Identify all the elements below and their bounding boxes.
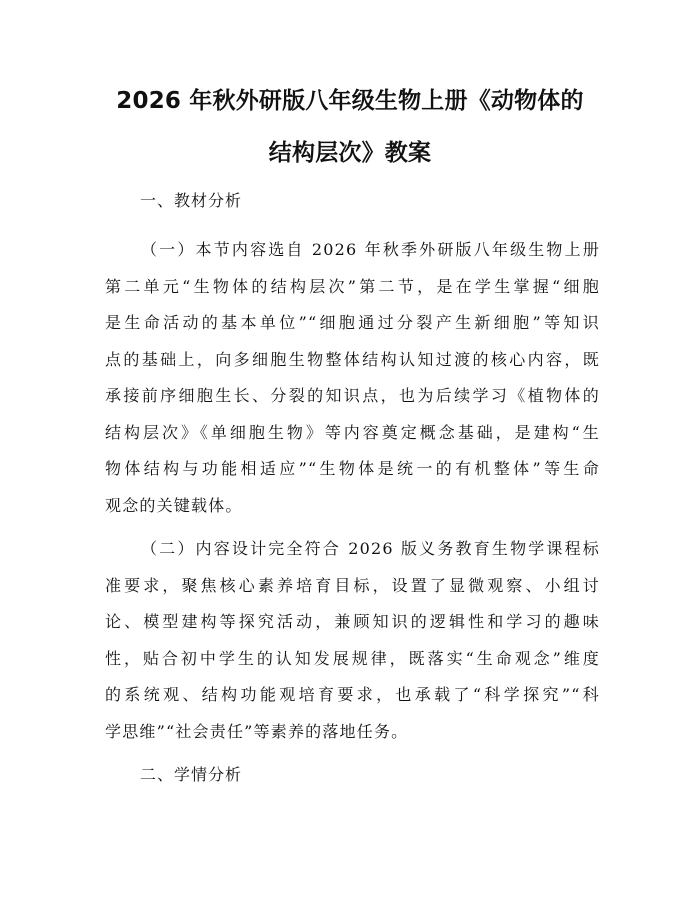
paragraph-1-line: 承接前序细胞生长、分裂的知识点，也为后续学习《植物体的 bbox=[105, 386, 600, 405]
paragraph-1-line: 观念的关键载体。 bbox=[105, 495, 243, 515]
section-heading-textbook-analysis: 一、教材分析 bbox=[140, 191, 243, 210]
paragraph-1 bbox=[105, 232, 600, 524]
paragraph-2-line: 论、模型建构等探究活动，兼顾知识的逻辑性和学习的趣味 bbox=[105, 612, 600, 631]
paragraph-1-line: 是生命活动的基本单位”“细胞通过分裂产生新细胞”等知识 bbox=[105, 313, 600, 332]
paragraph-1-line: 结构层次》《单细胞生物》等内容奠定概念基础，是建构“生 bbox=[105, 422, 600, 442]
paragraph-2-line: 的系统观、结构功能观培育要求，也承载了“科学探究”“科 bbox=[105, 685, 600, 704]
paragraph-2-line: 性，贴合初中学生的认知发展规律，既落实“生命观念”维度 bbox=[105, 648, 600, 668]
section-heading-learner-analysis: 二、学情分析 bbox=[140, 765, 243, 784]
paragraph-2-line: （二）内容设计完全符合 2026 版义务教育生物学课程标 bbox=[141, 539, 600, 558]
paragraph-2-line: 准要求，聚焦核心素养培育目标，设置了显微观察、小组讨 bbox=[105, 575, 600, 595]
paragraph-2-line: 学思维”“社会责任”等素养的落地任务。 bbox=[105, 721, 409, 741]
paragraph-2 bbox=[105, 531, 600, 750]
paragraph-1-line: （一）本节内容选自 2026 年秋季外研版八年级生物上册 bbox=[141, 240, 600, 259]
paragraph-1-line: 点的基础上，向多细胞生物整体结构认知过渡的核心内容，既 bbox=[105, 349, 600, 369]
document-title-line-1: 2026 年秋外研版八年级生物上册《动物体的 bbox=[116, 88, 584, 114]
paragraph-1-line: 第二单元“生物体的结构层次”第二节，是在学生掌握“细胞 bbox=[105, 276, 600, 296]
paragraph-1-line: 物体结构与功能相适应”“生物体是统一的有机整体”等生命 bbox=[105, 459, 600, 478]
document-title-line-2: 结构层次》教案 bbox=[268, 140, 432, 166]
